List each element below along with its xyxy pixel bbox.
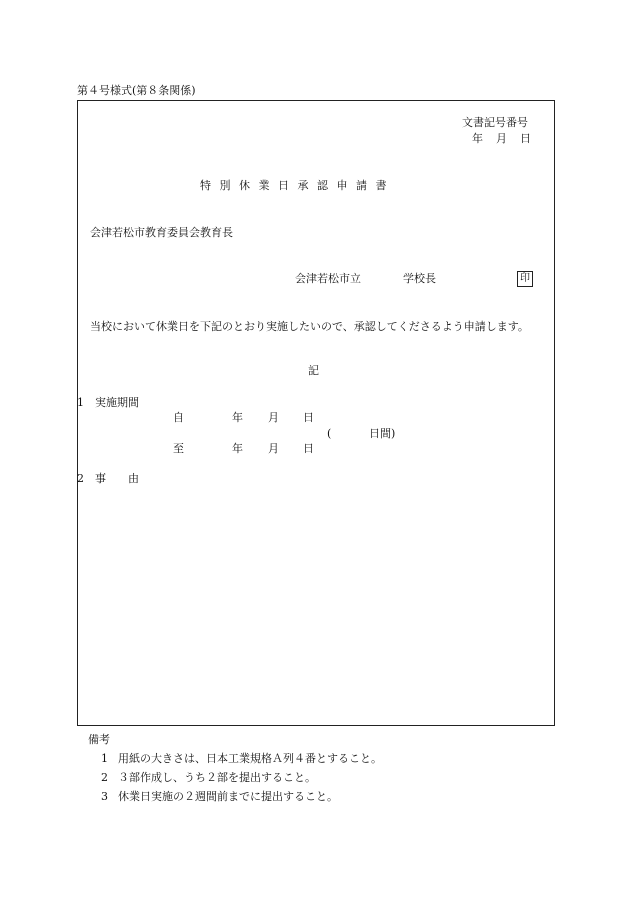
period-to-year: 年 <box>232 442 243 455</box>
header-date: 年 月 日 <box>472 132 532 145</box>
document-reference-label: 文書記号番号 <box>462 116 528 129</box>
note-2-text: ３部作成し、うち２部を提出すること。 <box>118 771 316 784</box>
ki-heading: 記 <box>308 364 319 377</box>
item-1-label: 実施期間 <box>95 396 139 409</box>
duration-open: ( <box>327 427 332 440</box>
note-3-text: 休業日実施の２週間前までに提出すること。 <box>118 790 338 803</box>
note-2-number: 2 <box>101 771 108 784</box>
item-2-label: 事 由 <box>95 472 139 485</box>
form-number: 第４号様式(第８条関係) <box>77 84 196 97</box>
period-to-day: 日 <box>303 442 314 455</box>
notes-heading: 備考 <box>88 733 110 746</box>
form-frame <box>77 100 555 726</box>
period-to: 至 <box>173 442 184 455</box>
addressee: 会津若松市教育委員会教育長 <box>90 226 233 239</box>
note-3-number: 3 <box>101 790 108 803</box>
period-from-day: 日 <box>303 411 314 424</box>
request-text: 当校において休業日を下記のとおり実施したいので、承認してくださるよう申請します。 <box>90 320 529 333</box>
applicant-role: 学校長 <box>403 272 436 285</box>
period-to-month: 月 <box>268 442 279 455</box>
note-1-number: 1 <box>101 752 108 765</box>
note-1-text: 用紙の大きさは、日本工業規格Ａ列４番とすること。 <box>118 752 382 765</box>
item-2-number: 2 <box>77 472 84 485</box>
document-title: 特別休業日承認申請書 <box>200 179 395 192</box>
period-from-month: 月 <box>268 411 279 424</box>
duration-close: 日間) <box>369 427 396 440</box>
seal-mark: 印 <box>517 271 533 287</box>
period-from: 自 <box>173 411 184 424</box>
period-from-year: 年 <box>232 411 243 424</box>
applicant-school: 会津若松市立 <box>295 272 361 285</box>
item-1-number: 1 <box>77 396 84 409</box>
